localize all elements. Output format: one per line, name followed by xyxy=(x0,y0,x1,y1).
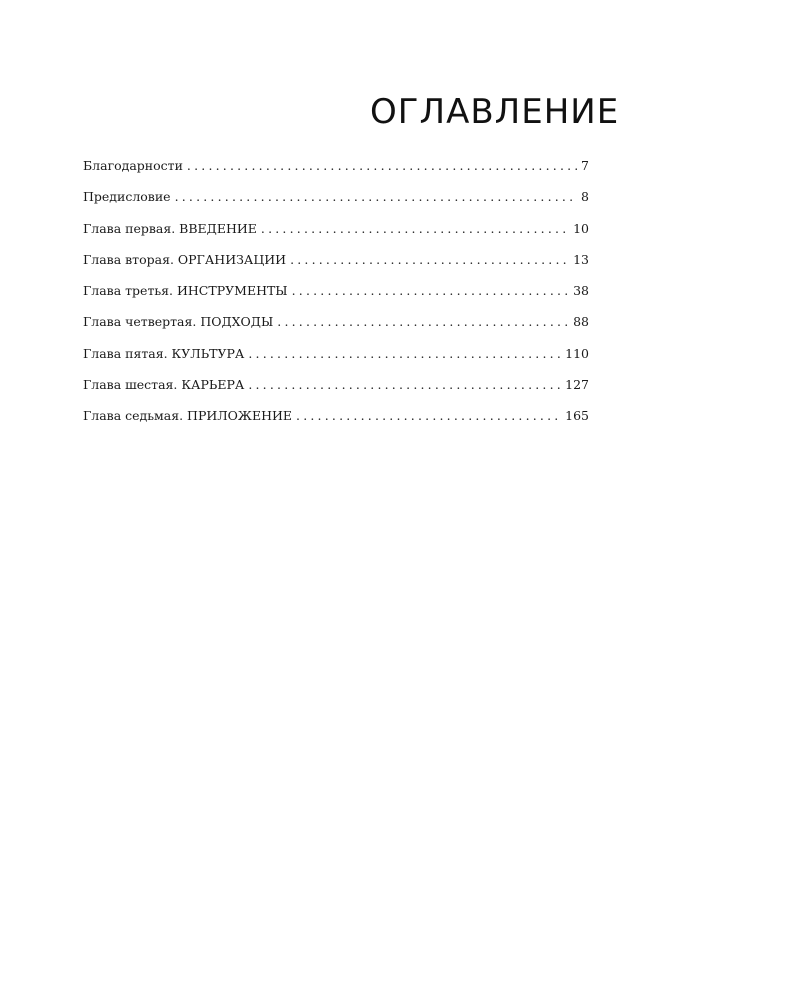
toc-entry-page-number: 10 xyxy=(573,220,589,236)
toc-entry-page-number: 127 xyxy=(565,377,589,393)
toc-entry-chapter-1[interactable] xyxy=(83,219,589,250)
toc-entry-label: Глава вторая. ОРГАНИЗАЦИИ xyxy=(83,251,287,267)
dot-leader xyxy=(277,312,569,332)
toc-entry-label: Предисловие xyxy=(83,189,171,205)
toc-entry-chapter-7[interactable] xyxy=(83,406,589,437)
toc-entry-chapter-2[interactable] xyxy=(83,250,589,281)
dot-leader xyxy=(248,344,561,364)
dot-leader xyxy=(261,219,569,239)
toc-entry-chapter-3[interactable] xyxy=(83,281,589,312)
toc-entry-page-number: 13 xyxy=(573,251,589,267)
toc-entry-page-number: 7 xyxy=(581,158,589,173)
toc-entry-page-number: 110 xyxy=(565,345,589,361)
dot-leader xyxy=(248,375,561,395)
dot-leader xyxy=(292,281,569,301)
toc-entry-page-number: 38 xyxy=(573,283,589,299)
page-title: ОГЛАВЛЕНИЕ xyxy=(370,92,620,132)
toc-entry-label: Глава пятая. КУЛЬТУРА xyxy=(83,345,245,361)
toc-entry-preface[interactable] xyxy=(83,187,589,218)
toc-entry-label: Глава шестая. КАРЬЕРА xyxy=(83,377,245,393)
toc-entry-chapter-4[interactable] xyxy=(83,312,589,343)
toc-entry-chapter-6[interactable] xyxy=(83,375,589,406)
dot-leader xyxy=(296,406,561,426)
toc-entry-label: Глава четвертая. ПОДХОДЫ xyxy=(83,314,274,330)
dot-leader xyxy=(290,250,569,270)
toc-entry-page-number: 88 xyxy=(573,314,589,330)
toc-entry-page-number: 8 xyxy=(581,189,589,205)
dot-leader xyxy=(175,187,577,207)
toc-entry-chapter-5[interactable] xyxy=(83,344,589,375)
toc-entry-page-number: 165 xyxy=(565,408,589,424)
table-of-contents xyxy=(83,156,589,438)
toc-entry-acknowledgements[interactable] xyxy=(83,156,589,187)
dot-leader xyxy=(187,156,577,176)
toc-entry-label: Глава третья. ИНСТРУМЕНТЫ xyxy=(83,283,288,299)
toc-entry-label: Глава первая. ВВЕДЕНИЕ xyxy=(83,220,257,236)
toc-entry-label: Благодарности xyxy=(83,158,183,173)
toc-entry-label: Глава седьмая. ПРИЛОЖЕНИЕ xyxy=(83,408,293,424)
